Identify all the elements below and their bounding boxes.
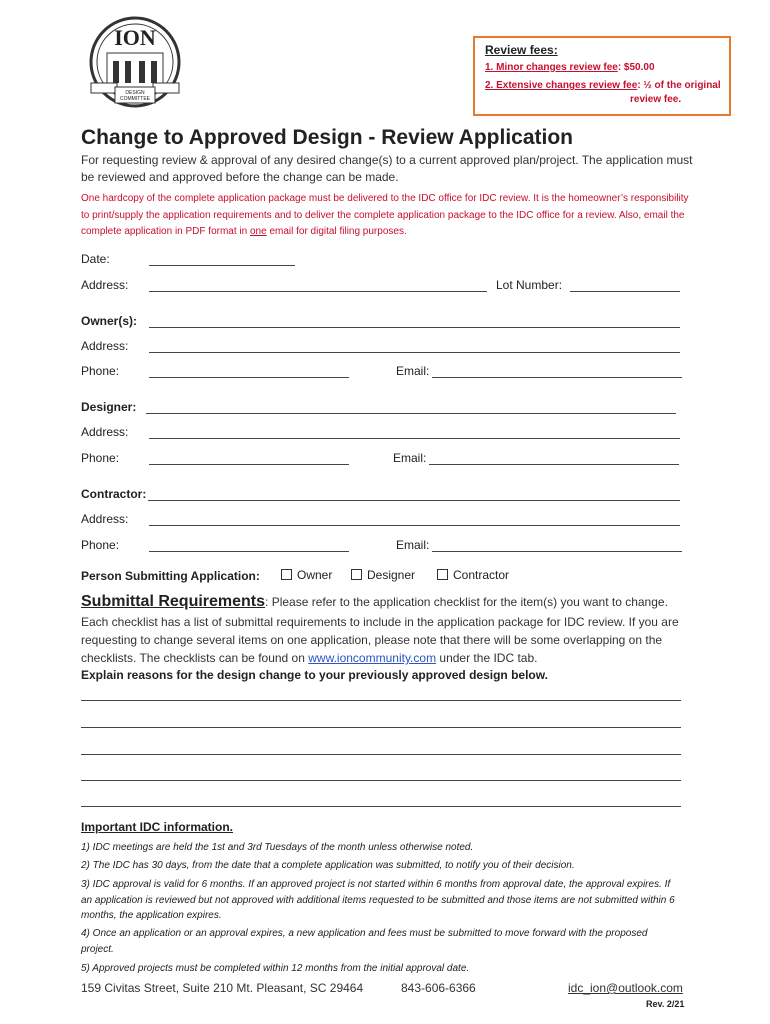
owner-checkbox-label: Owner bbox=[297, 568, 333, 582]
fees-heading: Review fees: bbox=[485, 43, 558, 57]
owner-address-label: Address: bbox=[81, 339, 129, 353]
designer-email-label: Email: bbox=[393, 451, 427, 465]
logo-sub1: DESIGN bbox=[125, 90, 145, 96]
explain-line-1[interactable] bbox=[81, 700, 681, 701]
checkbox-icon bbox=[281, 569, 292, 580]
intro-text: For requesting review & approval of any desired change(s) to a current approved plan/project. The application must be reviewed and approved before the change can be made. bbox=[81, 153, 693, 184]
fee-item-2-cont: review fee. bbox=[630, 94, 682, 105]
important-heading: Important IDC information. bbox=[81, 820, 233, 834]
delivery-note-end: email for digital filing purposes. bbox=[269, 226, 407, 237]
explain-line-3[interactable] bbox=[81, 754, 681, 755]
footer-address: 159 Civitas Street, Suite 210 Mt. Pleasant, SC 29464 bbox=[81, 981, 364, 995]
explain-line-4[interactable] bbox=[81, 780, 681, 781]
important-item-5: 5) Approved projects must be completed within 12 months from the initial approval date. bbox=[81, 963, 470, 974]
checkbox-icon bbox=[437, 569, 448, 580]
contractor-email-label: Email: bbox=[396, 538, 430, 552]
revision-label: Rev. 2/21 bbox=[646, 999, 685, 1009]
designer-address-field[interactable] bbox=[149, 438, 680, 439]
contractor-address-field[interactable] bbox=[149, 525, 680, 526]
explain-line-2[interactable] bbox=[81, 727, 681, 728]
delivery-note-one: one bbox=[249, 226, 267, 237]
owner-email-field[interactable] bbox=[432, 377, 682, 378]
designer-phone-label: Phone: bbox=[81, 451, 120, 465]
delivery-note-text: One hardcopy of the complete application package must be delivered to the IDC office for IDC review. It is the homeowner’s responsibility to print/supply the application requirements and to deliver the complete application package to the IDC office for a review. Also, email the complete application in PDF format in bbox=[81, 193, 689, 237]
fee-item-2-label: 2. Extensive changes review fee bbox=[485, 80, 638, 91]
fee-item-1 bbox=[485, 62, 729, 73]
explain-line-5[interactable] bbox=[81, 806, 681, 807]
lot-number-label: Lot Number: bbox=[496, 278, 563, 292]
person-submitting-label: Person Submitting Application: bbox=[81, 569, 260, 583]
page-title: Change to Approved Design - Review Application bbox=[81, 126, 573, 149]
designer-email-field[interactable] bbox=[429, 464, 679, 465]
fee-item-2-value: : ½ of the original bbox=[637, 80, 721, 91]
address-field[interactable] bbox=[149, 291, 487, 292]
designer-address-label: Address: bbox=[81, 425, 129, 439]
important-item-1: 1) IDC meetings are held the 1st and 3rd Tuesdays of the month unless otherwise noted. bbox=[81, 842, 474, 853]
explain-heading: Explain reasons for the design change to your previously approved design below. bbox=[81, 668, 548, 682]
submittal-heading: Submittal Requirements bbox=[81, 593, 266, 610]
lot-number-field[interactable] bbox=[570, 291, 680, 292]
contractor-checkbox-label: Contractor bbox=[453, 568, 510, 582]
designer-label: Designer: bbox=[81, 400, 137, 414]
checkbox-icon bbox=[351, 569, 362, 580]
contractor-phone-field[interactable] bbox=[149, 551, 349, 552]
important-item-2: 2) The IDC has 30 days, from the date that a complete application was submitted, to notify you of their decision. bbox=[81, 860, 575, 871]
owners-label: Owner(s): bbox=[81, 314, 138, 328]
important-item-3: 3) IDC approval is valid for 6 months. If an approved project is not started within 6 months from approval date, the approval expires. If an application is reviewed but not approved with additional items requested to be submitted and those items are not submitted within 6 months, the application expires. bbox=[81, 879, 675, 921]
contractor-email-field[interactable] bbox=[432, 551, 682, 552]
submittal-body-text: Each checklist has a list of submittal requirements to include in the application package for IDC review. If you are requesting to change several items on one application, please note that there will be some overlapping on the checklists. The checklists can be found on bbox=[81, 615, 679, 665]
logo-name: ION bbox=[114, 25, 156, 50]
footer-email-link[interactable]: idc_ion@outlook.com bbox=[568, 981, 683, 995]
designer-phone-field[interactable] bbox=[149, 464, 349, 465]
submittal-body bbox=[81, 613, 691, 667]
owner-checkbox[interactable] bbox=[281, 568, 332, 582]
contractor-field[interactable] bbox=[148, 500, 680, 501]
fee-item-1-value: : $50.00 bbox=[617, 62, 655, 73]
date-field[interactable] bbox=[149, 265, 295, 266]
submittal-body-end: under the IDC tab. bbox=[439, 651, 538, 665]
review-fees-box bbox=[473, 36, 731, 116]
contractor-checkbox[interactable] bbox=[437, 568, 509, 582]
owner-address-field[interactable] bbox=[149, 352, 680, 353]
important-item-4: 4) Once an application or an approval expires, a new application and fees must be submitted to move forward with the proposed project. bbox=[81, 928, 648, 955]
designer-checkbox[interactable] bbox=[351, 568, 415, 582]
submittal-heading-tail: : Please refer to the application checklist for the item(s) you want to change. bbox=[265, 595, 668, 609]
submittal-heading-row bbox=[81, 593, 701, 611]
owner-email-label: Email: bbox=[396, 364, 430, 378]
contractor-label: Contractor: bbox=[81, 487, 147, 501]
date-label: Date: bbox=[81, 252, 110, 266]
ioncommunity-link[interactable]: www.ioncommunity.com bbox=[308, 651, 437, 665]
owner-phone-field[interactable] bbox=[149, 377, 349, 378]
fee-item-1-label: 1. Minor changes review fee bbox=[485, 62, 618, 73]
address-label: Address: bbox=[81, 278, 129, 292]
ion-logo bbox=[85, 15, 185, 109]
designer-checkbox-label: Designer bbox=[367, 568, 416, 582]
logo-sub2: COMMITTEE bbox=[120, 96, 150, 102]
footer-phone: 843-606-6366 bbox=[401, 981, 476, 995]
contractor-phone-label: Phone: bbox=[81, 538, 120, 552]
contractor-address-label: Address: bbox=[81, 512, 129, 526]
designer-field[interactable] bbox=[146, 413, 676, 414]
owner-phone-label: Phone: bbox=[81, 364, 120, 378]
owners-field[interactable] bbox=[149, 327, 680, 328]
fee-item-2 bbox=[485, 79, 729, 107]
delivery-note bbox=[81, 191, 691, 241]
